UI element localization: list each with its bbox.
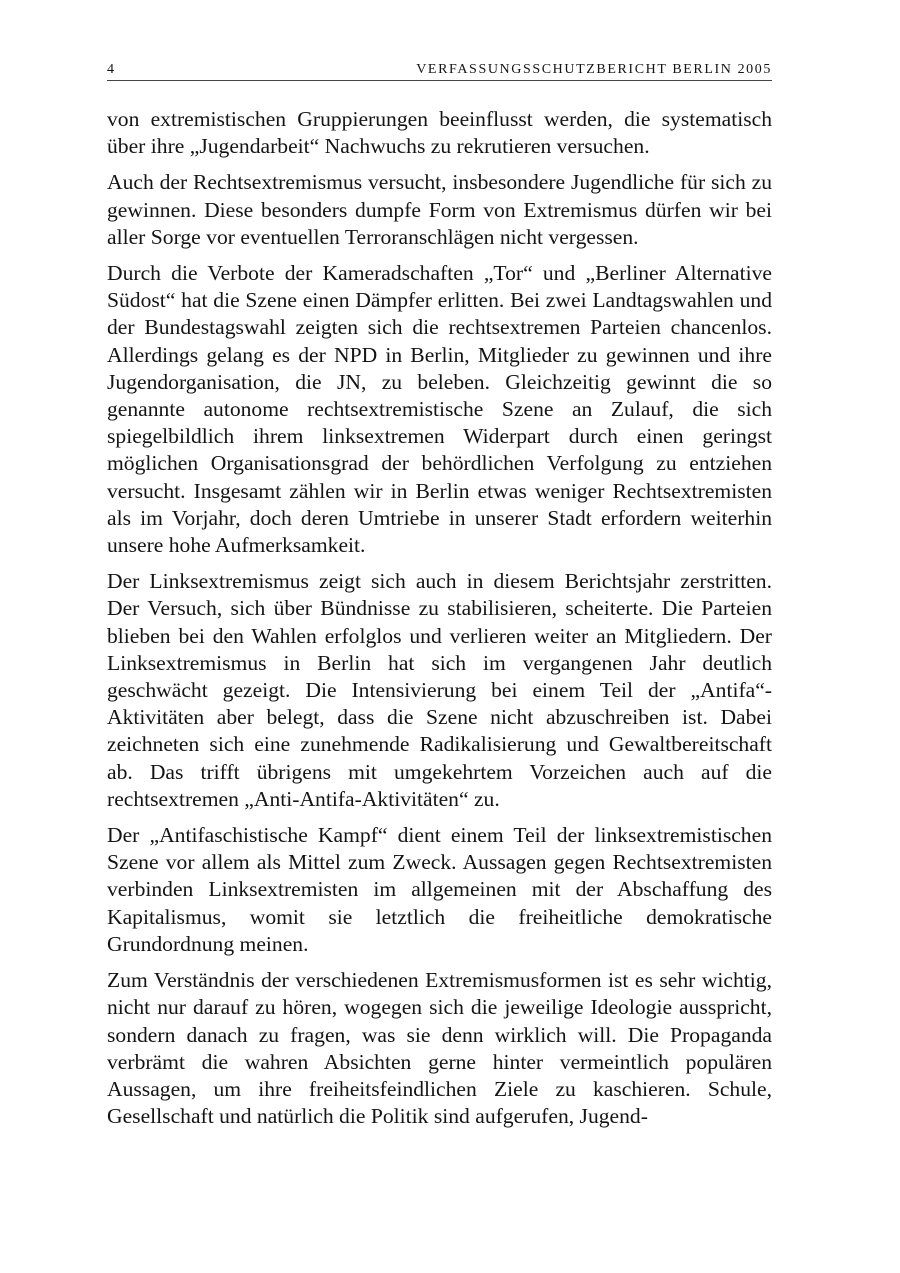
body-text: [107, 106, 772, 1139]
paragraph-5: Der „Antifaschistische Kampf“ dient einem Teil der linksextremistischen Szene vor allem als Mittel zum Zweck. Aussagen gegen Rechtsextremisten verbinden Linksextremisten im allgemeinen mit der Abschaffung des Kapitalismus, womit sie letztlich die freiheitliche demokratische Grundordnung meinen.: [107, 823, 772, 956]
running-title: VERFASSUNGSSCHUTZBERICHT BERLIN 2005: [416, 62, 772, 77]
page-header: [107, 58, 772, 81]
paragraph-4: Der Linksextremismus zeigt sich auch in diesem Berichtsjahr zerstritten. Der Versuch, sich über Bündnisse zu stabilisieren, scheiterte. Die Parteien blieben bei den Wahlen erfolglos und verlieren weiter an Mitgliedern. Der Linksextremismus in Berlin hat sich im vergangenen Jahr deutlich geschwächt gezeigt. Die Intensivierung bei einem Teil der „Antifa“-Aktivitäten aber belegt, dass die Szene nicht abzuschreiben ist. Dabei zeichneten sich eine zunehmende Radikalisierung und Gewaltbereitschaft ab. Das trifft übrigens mit umgekehrtem Vorzeichen auch auf die rechtsextremen „Anti-Antifa-Aktivitäten“ zu.: [107, 569, 772, 811]
paragraph-2: Auch der Rechtsextremismus versucht, insbesondere Jugendliche für sich zu gewinnen. Diese besonders dumpfe Form von Extremismus dürfen wir bei aller Sorge vor eventuellen Terroranschlägen nicht vergessen.: [107, 170, 772, 249]
paragraph-1: von extremistischen Gruppierungen beeinflusst werden, die systematisch über ihre „Jugendarbeit“ Nachwuchs zu rekrutieren versuchen.: [107, 107, 772, 159]
paragraph-6: Zum Verständnis der verschiedenen Extremismusformen ist es sehr wichtig, nicht nur darauf zu hören, wogegen sich die jeweilige Ideologie ausspricht, sondern danach zu fragen, was sie denn wirklich will. Die Propaganda verbrämt die wahren Absichten gerne hinter vermeintlich populären Aussagen, um ihre freiheitsfeindlichen Ziele zu kaschieren. Schule, Gesellschaft und natürlich die Politik sind aufgerufen, Jugend-: [107, 968, 772, 1129]
page-number: 4: [107, 62, 115, 77]
paragraph-3: Durch die Verbote der Kameradschaften „Tor“ und „Berliner Alternative Südost“ hat die Szene einen Dämpfer erlitten. Bei zwei Landtagswahlen und der Bundestagswahl zeigten sich die rechtsextremen Parteien chancenlos. Allerdings gelang es der NPD in Berlin, Mitglieder zu gewinnen und ihre Jugendorganisation, die JN, zu beleben. Gleichzeitig gewinnt die so genannte autonome rechtsextremistische Szene an Zulauf, die sich spiegelbildlich ihrem linksextremen Widerpart durch einen geringst möglichen Organisationsgrad der behördlichen Verfolgung zu entziehen versucht. Insgesamt zählen wir in Berlin etwas weniger Rechtsextremisten als im Vorjahr, doch deren Umtriebe in unserer Stadt erfordern weiterhin unsere hohe Aufmerksamkeit.: [107, 261, 772, 558]
